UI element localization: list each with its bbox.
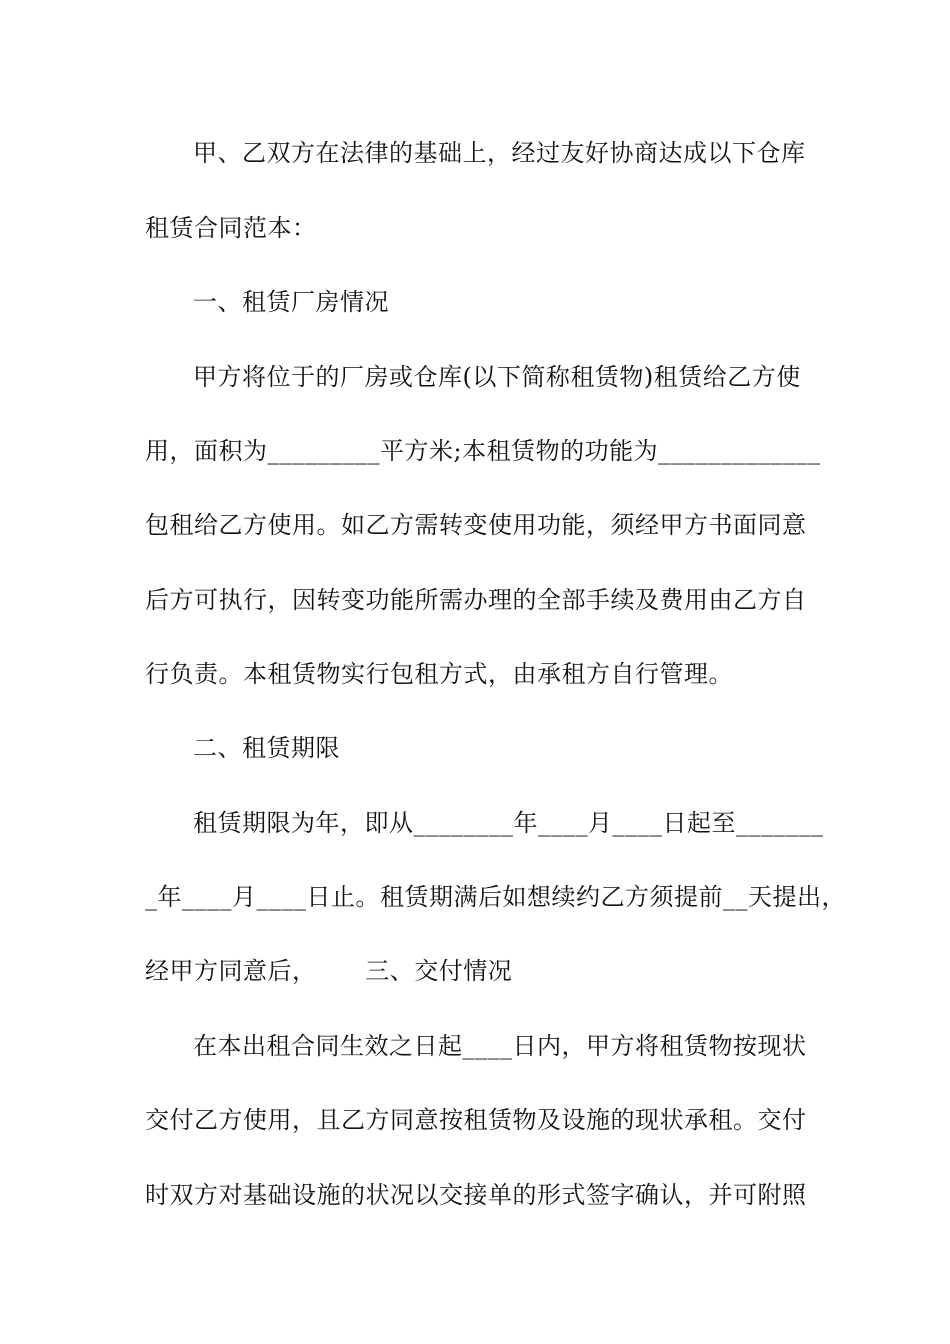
paragraph-1-line-1: 甲方将位于的厂房或仓库(以下简称租赁物)租赁给乙方使 [193, 363, 801, 391]
paragraph-3-line-2: 交付乙方使用，且乙方同意按租赁物及设施的现状承租。交付 [145, 1106, 807, 1134]
section-heading-1: 一、租赁厂房情况 [193, 288, 389, 316]
paragraph-2-line-3: 经甲方同意后， 三、交付情况 [145, 957, 513, 985]
paragraph-intro-line-1: 甲、乙双方在法律的基础上，经过友好协商达成以下仓库 [193, 139, 806, 167]
paragraph-3-line-1: 在本出租合同生效之日起____日内，甲方将租赁物按现状 [193, 1032, 807, 1060]
paragraph-1-line-3: 包租给乙方使用。如乙方需转变使用功能，须经甲方书面同意 [145, 511, 807, 539]
paragraph-1-line-2: 用，面积为_________平方米;本租赁物的功能为_____________ [145, 437, 821, 465]
paragraph-2-line-2: _年____月____日止。租赁期满后如想续约乙方须提前__天提出， [145, 883, 846, 911]
paragraph-1-line-4: 后方可执行，因转变功能所需办理的全部手续及费用由乙方自 [145, 586, 807, 614]
paragraph-1-line-5: 行负责。本租赁物实行包租方式，由承租方自行管理。 [145, 660, 733, 688]
paragraph-3-line-3: 时双方对基础设施的状况以交接单的形式签字确认，并可附照 [145, 1181, 807, 1209]
paragraph-intro-line-2: 租赁合同范本： [145, 214, 317, 242]
paragraph-2-line-1: 租赁期限为年，即从________年____月____日起至_______ [193, 809, 824, 837]
section-heading-2: 二、租赁期限 [193, 734, 340, 762]
